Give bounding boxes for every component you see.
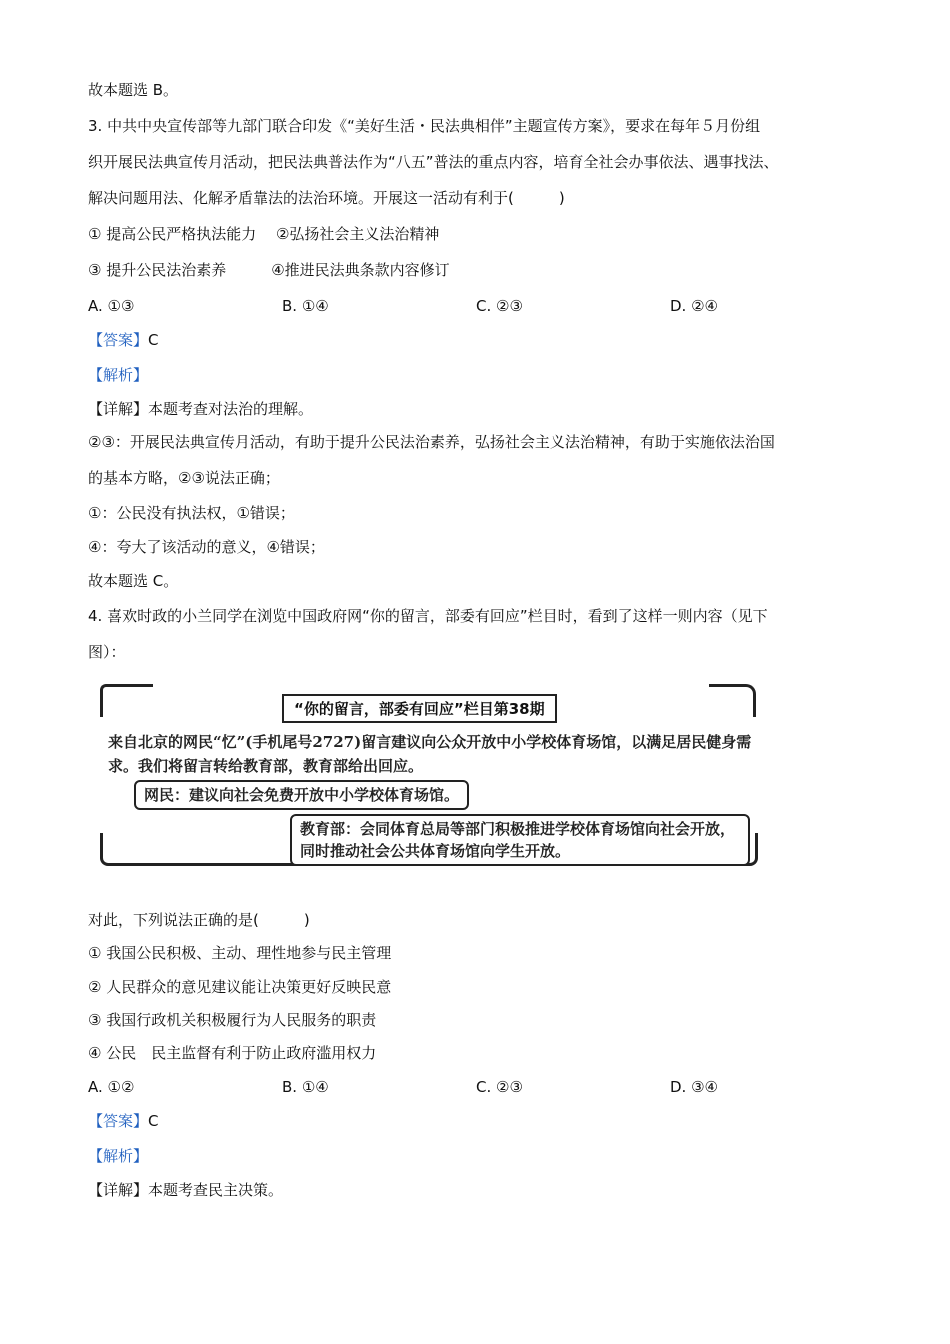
conclusion-q2: 故本题选 B。: [88, 81, 179, 99]
q4-figure: [100, 684, 756, 884]
q4-statement-2: ② 人民群众的意见建议能让决策更好反映民意: [88, 978, 392, 996]
q3-option-a: A. ①③: [88, 297, 135, 315]
q4-statement-3: ③ 我国行政机关积极履行为人民服务的职责: [88, 1011, 377, 1029]
q3-answer-tag: 【答案】: [88, 331, 149, 349]
ministry-bubble: 教育部：会同体育总局等部门积极推进学校体育场馆向社会开放，同时推动社会公共体育场馆向学生开放。: [290, 814, 750, 866]
q4-option-c: C. ②③: [476, 1078, 523, 1096]
q4-statement-1: ① 我国公民积极、主动、理性地参与民主管理: [88, 944, 392, 962]
q3-detail: 【详解】本题考查对法治的理解。: [88, 400, 314, 418]
q3-explain-4: ④：夸大了该活动的意义，④错误；: [88, 538, 325, 556]
q3-options: [88, 296, 864, 316]
q4-statement-4: ④ 公民 民主监督有利于防止政府滥用权力: [88, 1044, 377, 1062]
q3-explain-1: ②③：开展民法典宣传月活动，有助于提升公民法治素养，弘扬社会主义法治精神，有助于实施依法治国: [88, 433, 775, 451]
q4-answer: [88, 1111, 159, 1131]
q4-answer-tag: 【答案】: [88, 1112, 149, 1130]
figure-frame-corner: [709, 684, 756, 717]
q3-answer-value: C: [148, 331, 159, 349]
q3-explain-2: 的基本方略，②③说法正确；: [88, 469, 280, 487]
q4-detail: 【详解】本题考查民主决策。: [88, 1181, 284, 1199]
q3-stem-line-2: 织开展民法典宣传月活动，把民法典普法作为“八五”普法的重点内容，培育全社会办事依法、遇事找法、: [88, 153, 779, 171]
q4-option-b: B. ①④: [282, 1078, 329, 1096]
q3-option-c: C. ②③: [476, 297, 523, 315]
q3-stem-line-3: 解决问题用法、化解矛盾靠法的法治环境。开展这一活动有利于( ): [88, 189, 565, 207]
figure-frame-corner: [100, 684, 153, 717]
q4-options: [88, 1077, 864, 1097]
q3-statements-1: ① 提高公民严格执法能力 ②弘扬社会主义法治精神: [88, 225, 440, 243]
q4-option-d: D. ③④: [670, 1078, 718, 1096]
q4-stem-line-1: 4. 喜欢时政的小兰同学在浏览中国政府网“你的留言，部委有回应”栏目时，看到了这样一则内容（见下: [88, 607, 768, 625]
q3-answer: [88, 330, 159, 350]
figure-title: “你的留言，部委有回应”栏目第38期: [282, 694, 557, 723]
figure-body: 来自北京的网民“忆”(手机尾号2727)留言建议向公众开放中小学校体育场馆，以满足居民健身需求。我们将留言转给教育部，教育部给出回应。: [108, 733, 752, 775]
q3-option-b: B. ①④: [282, 297, 329, 315]
netizen-bubble: 网民：建议向社会免费开放中小学校体育场馆。: [134, 780, 469, 810]
q3-explain-3: ①：公民没有执法权，①错误；: [88, 504, 295, 522]
q3-analysis-tag: 【解析】: [88, 366, 149, 384]
q3-stem-line-1: 3. 中共中央宣传部等九部门联合印发《“美好生活・民法典相伴”主题宣传方案》，要求在每年５月份组: [88, 117, 761, 135]
q4-option-a: A. ①②: [88, 1078, 135, 1096]
q3-option-d: D. ②④: [670, 297, 718, 315]
q4-answer-value: C: [148, 1112, 159, 1130]
q4-stem-line-2: 图）：: [88, 643, 126, 661]
q3-statements-2: ③ 提升公民法治素养 ④推进民法典条款内容修订: [88, 261, 450, 279]
q3-conclusion: 故本题选 C。: [88, 572, 179, 590]
q4-question: 对此，下列说法正确的是( ): [88, 911, 310, 929]
q4-analysis-tag: 【解析】: [88, 1147, 149, 1165]
